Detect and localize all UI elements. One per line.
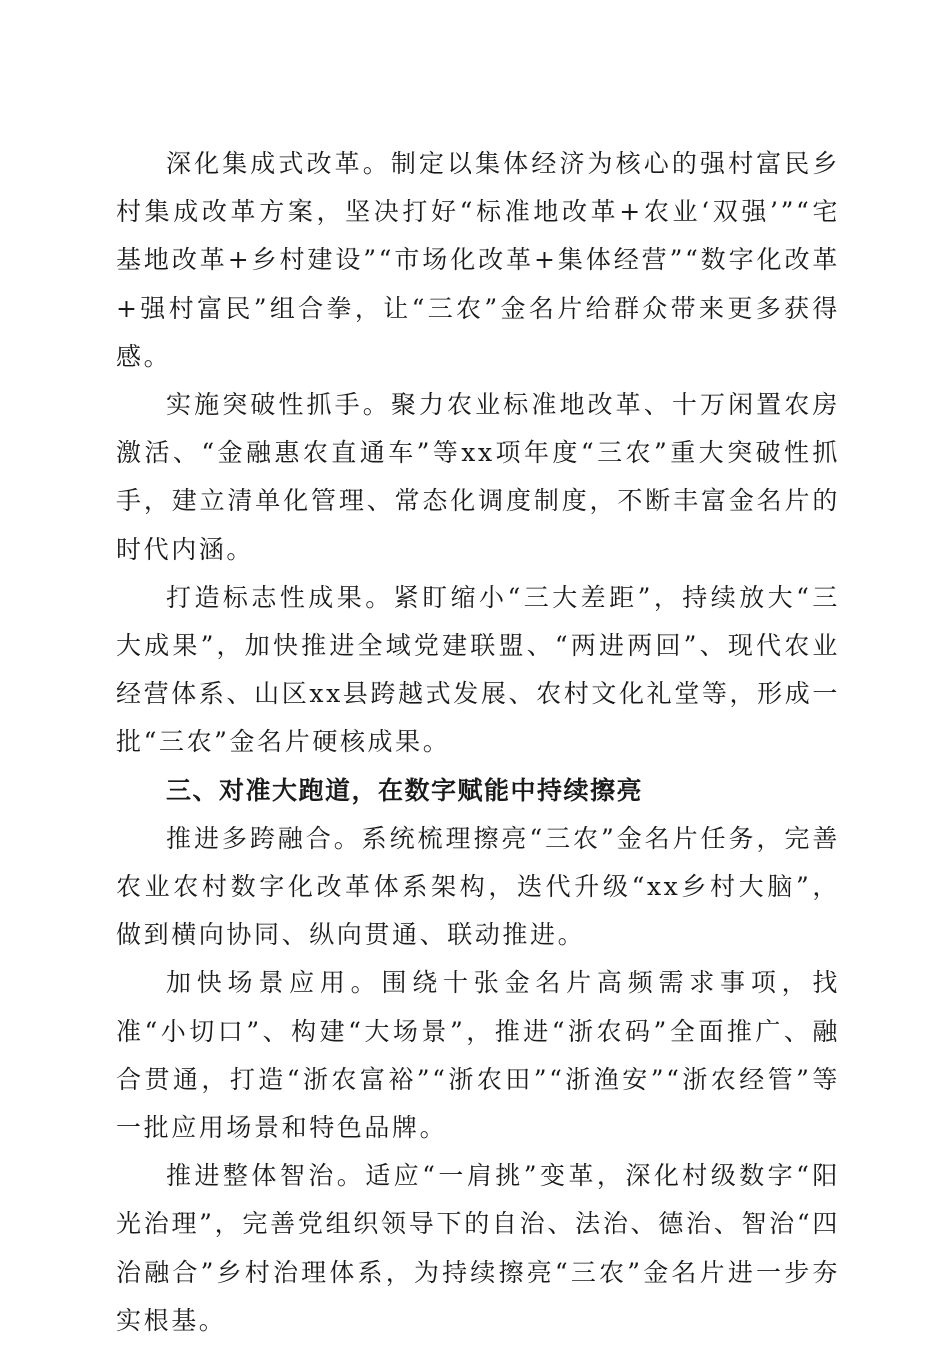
section-heading-digital-empowerment: 三、对准大跑道，在数字赋能中持续擦亮 [166,775,644,805]
paragraph-deepen-integrated-reform: 深化集成式改革。制定以集体经济为核心的强村富民乡村集成改革方案，坚决打好“标准地改革+农业‘双强’”“宅基地改革+乡村建设”“市场化改革+集体经营”“数字化改革+强村富民”组合拳，让“三农”金名片给群众带来更多获得感。 [116,149,840,371]
paragraph-cross-integration: 推进多跨融合。系统梳理擦亮“三农”金名片任务，完善农业农村数字化改革体系架构，迭代升级“xx乡村大脑”，做到横向协同、纵向贯通、联动推进。 [116,823,840,950]
paragraph-holistic-governance: 推进整体智治。适应“一肩挑”变革，深化村级数字“阳光治理”，完善党组织领导下的自治、法治、德治、智治“四治融合”乡村治理体系，为持续擦亮“三农”金名片进一步夯实根基。 [116,1161,840,1335]
paragraph-scenario-application: 加快场景应用。围绕十张金名片高频需求事项，找准“小切口”、构建“大场景”，推进“浙农码”全面推广、融合贯通，打造“浙农富裕”“浙农田”“浙渔安”“浙农经管”等一批应用场景和特色品牌。 [116,968,840,1143]
paragraph-landmark-achievements: 打造标志性成果。紧盯缩小“三大差距”，持续放大“三大成果”，加快推进全域党建联盟、“两进两回”、现代农业经营体系、山区xx县跨越式发展、农村文化礼堂等，形成一批“三农”金名片硬核成果。 [116,582,840,757]
paragraph-breakthrough-measures: 实施突破性抓手。聚力农业标准地改革、十万闲置农房激活、“金融惠农直通车”等xx项年度“三农”重大突破性抓手，建立清单化管理、常态化调度制度，不断丰富金名片的时代内涵。 [116,390,840,564]
document-body [116,140,840,1345]
